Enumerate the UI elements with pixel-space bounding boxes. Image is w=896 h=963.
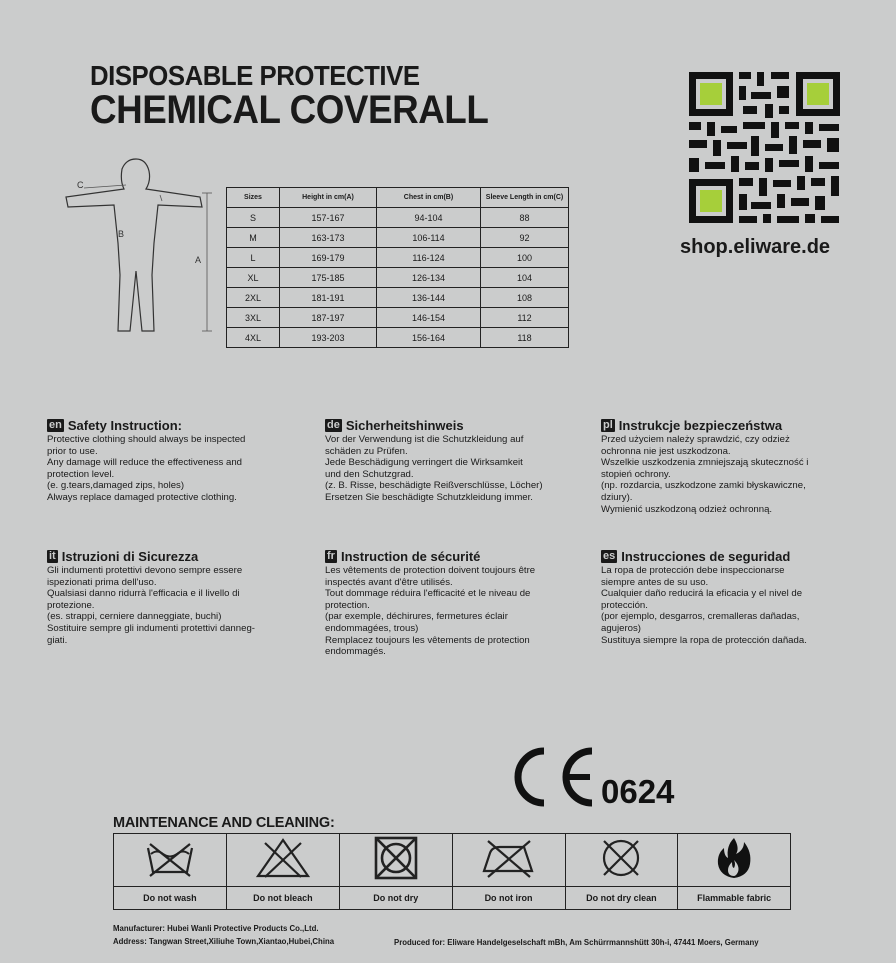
instruction-line: Qualsiasi danno ridurrà l'efficacia e il livello di bbox=[47, 588, 240, 600]
table-row bbox=[227, 328, 569, 348]
chest-cell: 156-164 bbox=[377, 328, 481, 348]
section-title: Instrucciones de seguridad bbox=[621, 549, 791, 564]
ce-mark-icon bbox=[508, 745, 698, 810]
size-cell: 3XL bbox=[227, 308, 280, 328]
care-table bbox=[113, 833, 791, 910]
language-tag: pl bbox=[603, 419, 613, 431]
chest-cell: 136-144 bbox=[377, 288, 481, 308]
height-cell: 163-173 bbox=[280, 228, 377, 248]
instruction-line: ochronna nie jest uszkodzona. bbox=[601, 445, 731, 457]
manufacturer-value: Hubei Wanli Protective Products Co.,Ltd. bbox=[167, 924, 319, 933]
sleeve-cell: 118 bbox=[481, 328, 569, 348]
instruction-section-it bbox=[47, 549, 287, 646]
table-row bbox=[227, 228, 569, 248]
instruction-line: Wszelkie uszkodzenia zmniejszają skuteczność i bbox=[601, 457, 809, 469]
instruction-line: Any damage will reduce the effectiveness and bbox=[47, 457, 243, 469]
figure-label-b: B bbox=[118, 229, 125, 239]
size-cell: M bbox=[227, 228, 280, 248]
instruction-line: dziury). bbox=[601, 491, 633, 503]
address-value: Tangwan Street,Xiliuhe Town,Xiantao,Hubei,China bbox=[148, 937, 335, 946]
care-label: Do not iron bbox=[452, 887, 565, 910]
instruction-line: Przed użyciem należy sprawdzić, czy odzież bbox=[601, 434, 790, 445]
instruction-line: Always replace damaged protective clothing. bbox=[47, 491, 237, 503]
table-row bbox=[227, 208, 569, 228]
sleeve-cell: 108 bbox=[481, 288, 569, 308]
instruction-section-fr bbox=[325, 549, 565, 658]
do-not-dry-icon bbox=[373, 836, 419, 880]
size-cell: 4XL bbox=[227, 328, 280, 348]
sleeve-cell: 100 bbox=[481, 248, 569, 268]
instruction-line: (z. B. Risse, beschädigte Reißverschlüsse, Löcher) bbox=[325, 480, 543, 492]
size-cell: S bbox=[227, 208, 280, 228]
shop-url[interactable]: shop.eliware.de bbox=[680, 236, 831, 258]
address-line bbox=[113, 937, 334, 946]
instruction-line: (par exemple, déchirures, fermetures éclair bbox=[325, 611, 508, 623]
size-table bbox=[226, 187, 569, 348]
instruction-line: Remplacez toujours les vêtements de protection bbox=[325, 634, 530, 646]
care-icons-row bbox=[114, 834, 791, 887]
produced-label: Produced for: bbox=[394, 938, 446, 947]
chest-cell: 126-134 bbox=[377, 268, 481, 288]
size-header-cell: Height in cm(A) bbox=[280, 188, 377, 208]
address-label: Address: bbox=[113, 937, 147, 946]
instruction-line: (e. g.tears,damaged zips, holes) bbox=[47, 480, 185, 492]
instruction-line: stopień ochrony. bbox=[601, 468, 671, 480]
table-row bbox=[227, 268, 569, 288]
instruction-section-en bbox=[47, 418, 287, 504]
height-cell: 193-203 bbox=[280, 328, 377, 348]
instruction-line: Sustituya siempre la ropa de protección dañada. bbox=[601, 634, 807, 646]
do-not-bleach-icon bbox=[255, 837, 311, 879]
care-label: Do not wash bbox=[114, 887, 227, 910]
size-cell: XL bbox=[227, 268, 280, 288]
section-title: Safety Instruction: bbox=[67, 418, 182, 433]
figure-label-a: A bbox=[195, 255, 202, 265]
instruction-line: endommagés. bbox=[325, 646, 386, 658]
instruction-line: inspectés avant d'être utilisés. bbox=[325, 576, 453, 588]
produced-value: Eliware Handelgeselschaft mBh, Am Schürrmannshütt 30h-i, 47441 Moers, Germany bbox=[447, 938, 759, 947]
instruction-line: Les vêtements de protection doivent toujours être bbox=[325, 565, 536, 576]
produced-for-line bbox=[394, 938, 759, 947]
instruction-line: protection level. bbox=[47, 468, 115, 480]
figure-label-c: C bbox=[77, 180, 84, 190]
instruction-line: agujeros) bbox=[601, 622, 641, 634]
section-title: Instruction de sécurité bbox=[340, 549, 481, 564]
instruction-line: Ersetzen Sie beschädigte Schutzkleidung immer. bbox=[325, 491, 533, 503]
chest-cell: 116-124 bbox=[377, 248, 481, 268]
care-label: Do not bleach bbox=[226, 887, 339, 910]
qr-code-icon bbox=[687, 70, 842, 225]
table-row bbox=[227, 308, 569, 328]
table-row bbox=[227, 248, 569, 268]
ce-number: 0624 bbox=[601, 773, 675, 810]
instruction-section-de bbox=[325, 418, 565, 504]
instruction-line: La ropa de protección debe inspeccionarse bbox=[601, 565, 785, 576]
do-not-dry-clean-icon bbox=[598, 837, 644, 879]
size-header-cell: Chest in cm(B) bbox=[377, 188, 481, 208]
sleeve-cell: 104 bbox=[481, 268, 569, 288]
instruction-line: Cualquier daño reducirá la eficacia y el nivel de bbox=[601, 588, 803, 600]
height-cell: 169-179 bbox=[280, 248, 377, 268]
sleeve-cell: 92 bbox=[481, 228, 569, 248]
care-label: Flammable fabric bbox=[678, 887, 791, 910]
instruction-line: protección. bbox=[601, 599, 648, 611]
language-tag: es bbox=[603, 550, 616, 562]
care-label: Do not dry bbox=[339, 887, 452, 910]
section-title: Istruzioni di Sicurezza bbox=[61, 549, 199, 564]
language-tag: fr bbox=[327, 550, 335, 562]
size-cell: 2XL bbox=[227, 288, 280, 308]
chest-cell: 146-154 bbox=[377, 308, 481, 328]
instruction-line: Wymienić uszkodzoną odzież ochronną. bbox=[601, 503, 773, 515]
section-title: Sicherheitshinweis bbox=[345, 418, 464, 433]
instruction-line: protection. bbox=[325, 599, 370, 611]
instruction-line: Sostituire sempre gli indumenti protettivi danneg- bbox=[47, 622, 255, 634]
instruction-line: prior to use. bbox=[47, 445, 98, 457]
chest-cell: 106-114 bbox=[377, 228, 481, 248]
instruction-line: endommagées, trous) bbox=[325, 622, 419, 634]
height-cell: 187-197 bbox=[280, 308, 377, 328]
height-cell: 157-167 bbox=[280, 208, 377, 228]
do-not-wash-icon bbox=[144, 838, 196, 878]
instruction-section-es bbox=[601, 549, 841, 646]
size-cell: L bbox=[227, 248, 280, 268]
sleeve-cell: 88 bbox=[481, 208, 569, 228]
flammable-icon bbox=[714, 836, 754, 880]
language-tag: it bbox=[49, 550, 56, 562]
section-title: Instrukcje bezpieczeństwa bbox=[618, 418, 783, 433]
manufacturer-line bbox=[113, 924, 319, 933]
instruction-line: protezione. bbox=[47, 599, 95, 611]
instruction-section-pl bbox=[601, 418, 841, 515]
language-tag: en bbox=[49, 419, 62, 431]
maintenance-title: MAINTENANCE AND CLEANING: bbox=[113, 815, 335, 831]
instruction-line: (np. rozdarcia, uszkodzone zamki błyskawiczne, bbox=[601, 480, 806, 492]
instruction-line: Tout dommage réduira l'efficacité et le niveau de bbox=[325, 588, 531, 600]
instruction-line: Protective clothing should always be inspected bbox=[47, 434, 246, 445]
instruction-line: giati. bbox=[47, 634, 68, 646]
sleeve-cell: 112 bbox=[481, 308, 569, 328]
instruction-line: siempre antes de su uso. bbox=[601, 576, 709, 588]
language-tag: de bbox=[327, 419, 340, 431]
instruction-line: Gli indumenti protettivi devono sempre essere bbox=[47, 565, 243, 576]
care-label: Do not dry clean bbox=[565, 887, 678, 910]
instruction-line: Vor der Verwendung ist die Schutzkleidung auf bbox=[325, 434, 524, 445]
table-row bbox=[227, 288, 569, 308]
instruction-line: (por ejemplo, desgarros, cremalleras dañadas, bbox=[601, 611, 800, 623]
manufacturer-label: Manufacturer: bbox=[113, 924, 165, 933]
care-labels-row bbox=[114, 887, 791, 910]
instruction-line: und den Schutzgrad. bbox=[325, 468, 414, 480]
size-header-cell: Sizes bbox=[227, 188, 280, 208]
title-line-2: CHEMICAL COVERALL bbox=[90, 88, 489, 132]
instruction-line: Jede Beschädigung verringert die Wirksamkeit bbox=[325, 457, 523, 469]
chest-cell: 94-104 bbox=[377, 208, 481, 228]
title-line-1: DISPOSABLE PROTECTIVE bbox=[90, 60, 420, 91]
instruction-line: schäden zu Prüfen. bbox=[325, 445, 408, 457]
height-cell: 181-191 bbox=[280, 288, 377, 308]
size-header-cell: Sleeve Length in cm(C) bbox=[481, 188, 569, 208]
instruction-line: (es. strappi, cerniere danneggiate, buchi) bbox=[47, 611, 222, 623]
instruction-line: ispezionati prima dell'uso. bbox=[47, 576, 157, 588]
do-not-iron-icon bbox=[480, 837, 538, 879]
height-cell: 175-185 bbox=[280, 268, 377, 288]
coverall-silhouette-icon bbox=[50, 155, 215, 335]
size-table-header bbox=[227, 188, 569, 208]
